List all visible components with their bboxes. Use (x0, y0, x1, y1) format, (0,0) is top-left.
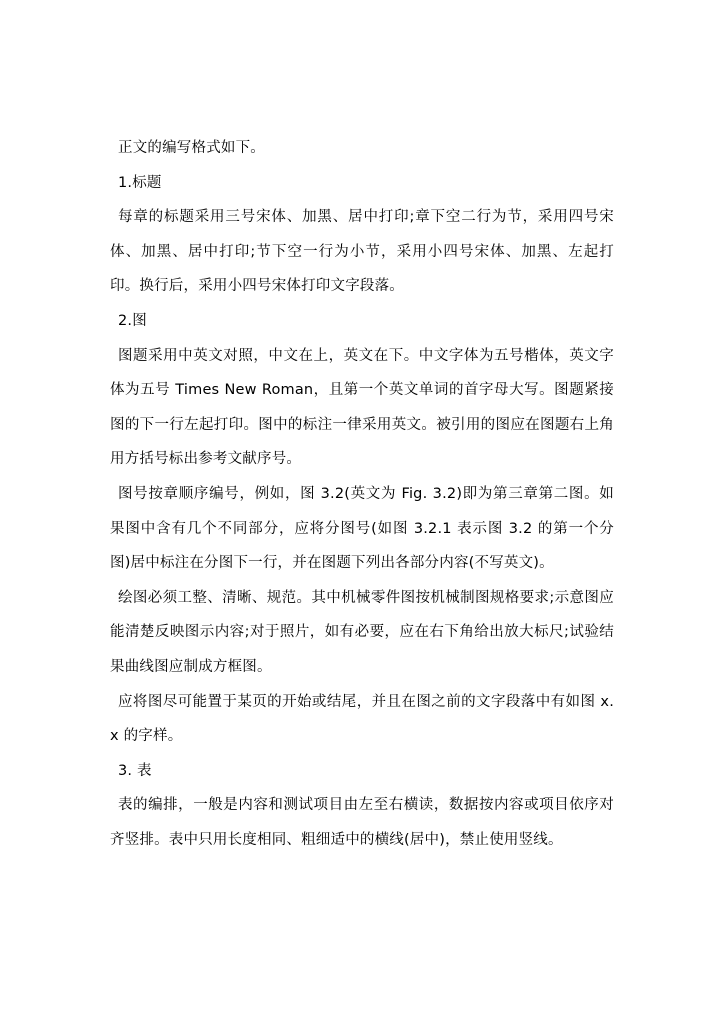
section-heading-title: 1.标题 (118, 174, 162, 191)
title-format-paragraph: 每章的标题采用三号宋体、加黑、居中打印;章下空二行为节，采用四号宋体、加黑、居中打印;节下空一行为小节，采用小四号宋体、加黑、左起打印。换行后，采用小四号宋体打印文字段落。 (110, 209, 614, 295)
intro-paragraph: 正文的编写格式如下。 (118, 140, 265, 156)
section-heading-table: 3. 表 (118, 762, 152, 779)
figure-placement-paragraph: 应将图尽可能置于某页的开始或结尾，并且在图之前的文字段落中有如图 x.x 的字样。 (110, 693, 614, 745)
section-heading-figure: 2.图 (118, 312, 147, 329)
table-format-paragraph: 表的编排，一般是内容和测试项目由左至右横读，数据按内容或项目依序对齐竖排。表中只用长度相同、粗细适中的横线(居中)，禁止使用竖线。 (110, 797, 614, 848)
figure-numbering-paragraph: 图号按章顺序编号，例如，图 3.2(英文为 Fig. 3.2)即为第三章第二图。如果图中含有几个不同部分，应将分图号(如图 3.2.1 表示图 3.2 的第一个分图)居中标注在分图下一行，并在图题下列出各部分内容(不写英文)。 (110, 485, 614, 572)
document-body (110, 131, 614, 857)
figure-caption-paragraph: 图题采用中英文对照，中文在上，英文在下。中文字体为五号楷体，英文字体为五号 Times New Roman，且第一个英文单词的首字母大写。图题紧接图的下一行左起打印。图中的标注一律采用英文。被引用的图应在图题右上角用方括号标出参考文献序号。 (110, 347, 614, 468)
drawing-rules-paragraph: 绘图必须工整、清晰、规范。其中机械零件图按机械制图规格要求;示意图应能清楚反映图示内容;对于照片，如有必要，应在右下角给出放大标尺;试验结果曲线图应制成方框图。 (110, 589, 614, 675)
